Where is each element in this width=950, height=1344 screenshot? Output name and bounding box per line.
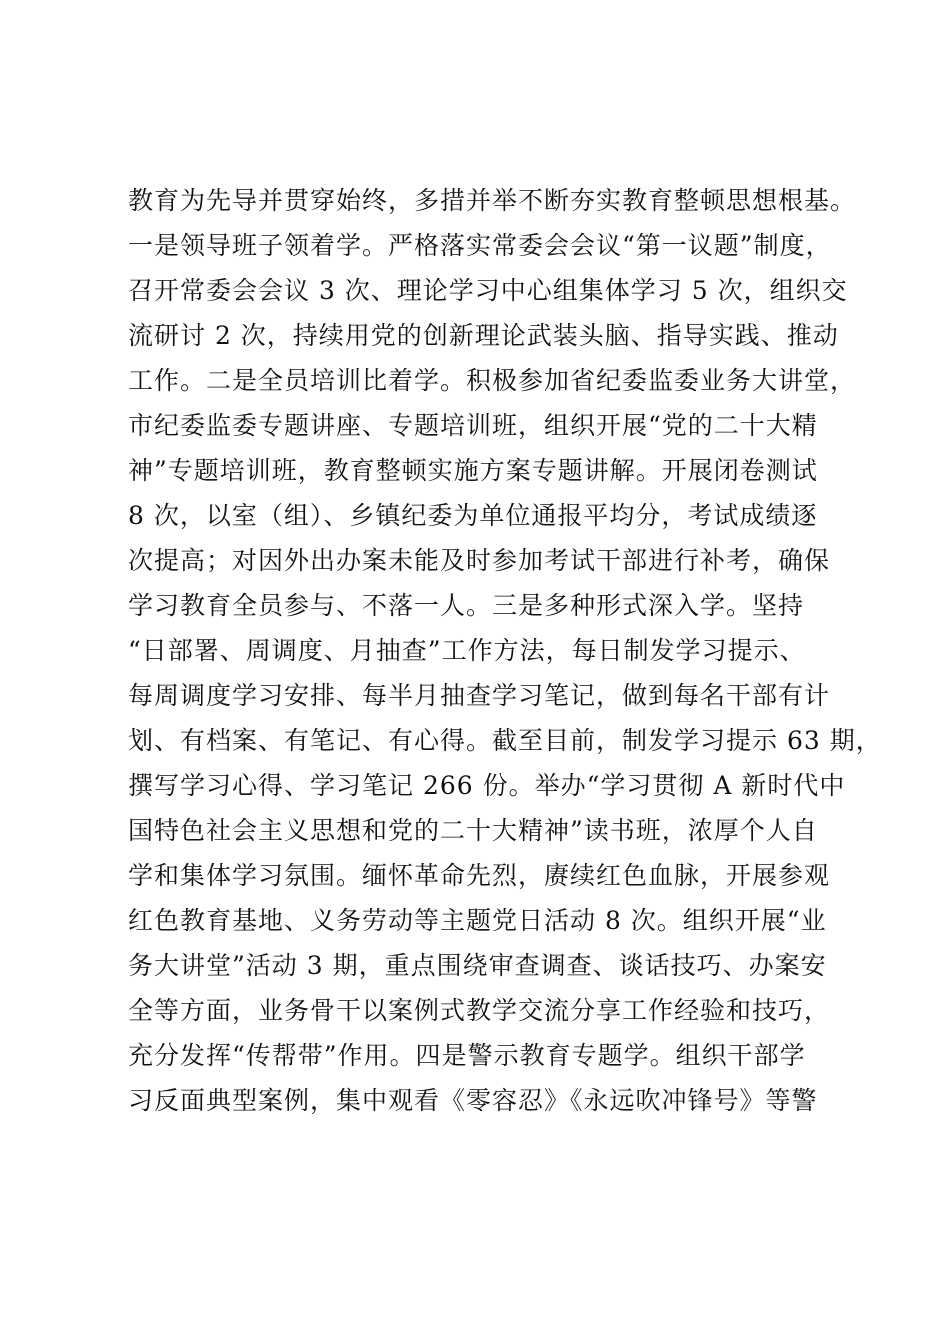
text-line: 工作。二是全员培训比着学。积极参加省纪委监委业务大讲堂， xyxy=(128,366,857,395)
text-line: 每周调度学习安排、每半月抽查学习笔记，做到每名干部有计 xyxy=(128,681,831,710)
text-line: 全等方面，业务骨干以案例式教学交流分享工作经验和技巧， xyxy=(128,996,831,1025)
text-line: 学和集体学习氛围。缅怀革命先烈，赓续红色血脉，开展参观 xyxy=(128,861,831,890)
text-line: 习反面典型案例，集中观看《零容忍》《永远吹冲锋号》等警 xyxy=(128,1086,818,1115)
text-line: 撰写学习心得、学习笔记 266 份。举办“学习贯彻 A 新时代中 xyxy=(128,771,846,800)
text-line: “日部署、周调度、月抽查”工作方法，每日制发学习提示、 xyxy=(128,636,806,665)
text-line: 市纪委监委专题讲座、专题培训班，组织开展“党的二十大精 xyxy=(128,411,818,440)
text-line: 一是领导班子领着学。严格落实常委会会议“第一议题”制度， xyxy=(128,231,832,260)
body-paragraph xyxy=(128,178,882,1123)
text-line: 8 次，以室（组）、乡镇纪委为单位通报平均分，考试成绩逐 xyxy=(128,501,818,530)
text-line: 流研讨 2 次，持续用党的创新理论武装头脑、指导实践、推动 xyxy=(128,321,839,350)
text-line: 次提高；对因外出办案未能及时参加考试干部进行补考，确保 xyxy=(128,546,831,575)
text-line: 召开常委会会议 3 次、理论学习中心组集体学习 5 次，组织交 xyxy=(128,276,848,305)
text-line: 学习教育全员参与、不落一人。三是多种形式深入学。坚持 xyxy=(128,591,805,620)
text-line: 充分发挥“传帮带”作用。四是警示教育专题学。组织干部学 xyxy=(128,1041,806,1070)
text-line: 划、有档案、有笔记、有心得。截至目前，制发学习提示 63 期， xyxy=(128,726,882,755)
text-line: 教育为先导并贯穿始终，多措并举不断夯实教育整顿思想根基。 xyxy=(128,186,857,215)
text-line: 国特色社会主义思想和党的二十大精神”读书班，浓厚个人自 xyxy=(128,816,818,845)
text-line: 务大讲堂”活动 3 期，重点围绕审查调查、谈话技巧、办案安 xyxy=(128,951,827,980)
text-line: 红色教育基地、义务劳动等主题党日活动 8 次。组织开展“业 xyxy=(128,906,827,935)
text-line: 神”专题培训班，教育整顿实施方案专题讲解。开展闭卷测试 xyxy=(128,456,818,485)
